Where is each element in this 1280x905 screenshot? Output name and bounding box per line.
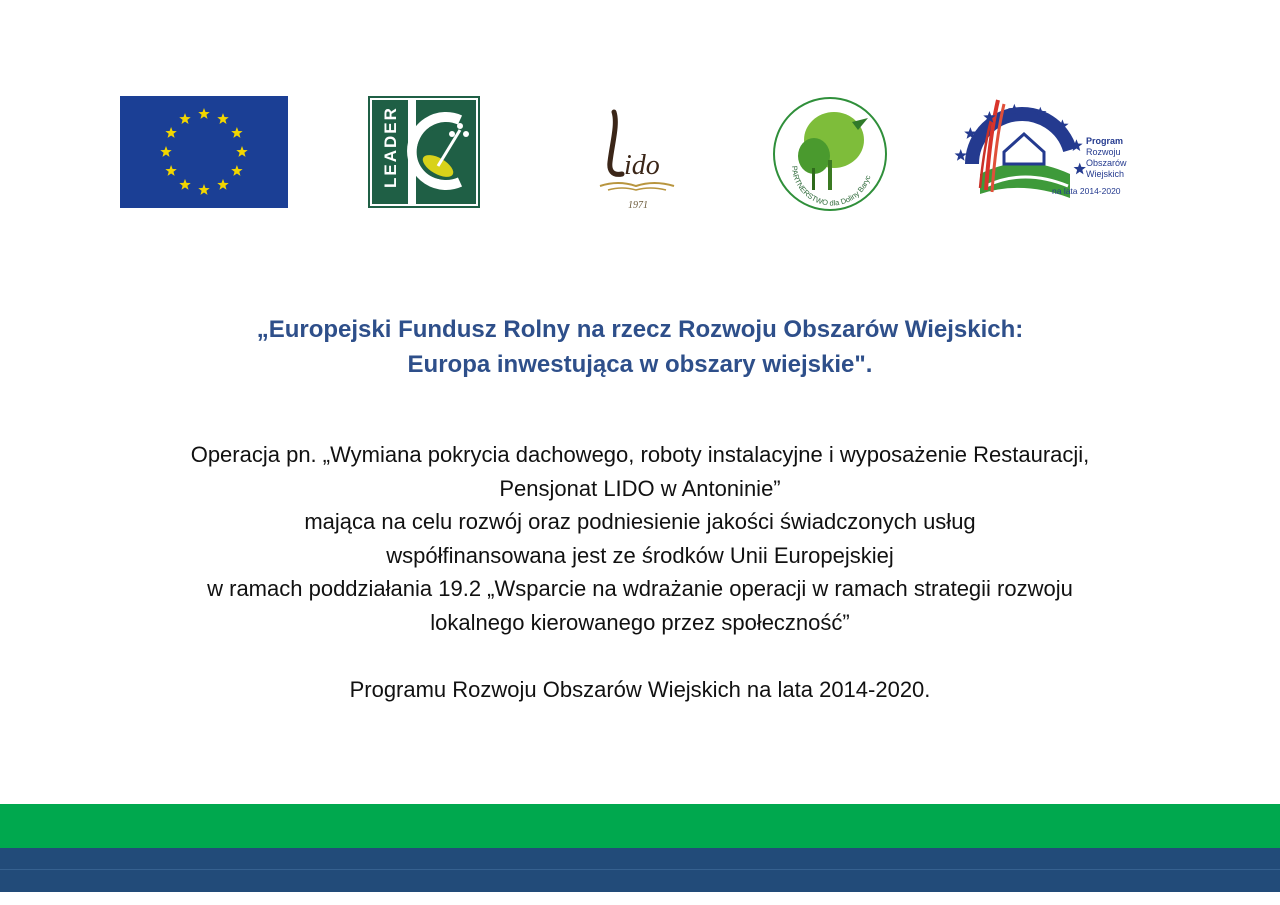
partnerstwo-logo [770, 94, 890, 218]
heading-line-2: Europa inwestująca w obszary wiejskie". [407, 351, 873, 378]
prow-period: na lata 2014-2020 [1052, 186, 1121, 196]
lido-text: ido [624, 150, 660, 181]
heading-line-1: „Europejski Fundusz Rolny na rzecz Rozwoju Obszarów Wiejskich: [256, 316, 1024, 343]
body-line-4: współfinansowana jest ze środków Unii Europejskiej [386, 542, 894, 568]
lido-logo [588, 104, 688, 214]
body-line-5: w ramach poddziałania 19.2 „Wsparcie na wdrażanie operacji w ramach strategii rozwoju [207, 576, 1073, 602]
leader-logo [368, 96, 480, 208]
prow-line-1: Program [1086, 136, 1124, 146]
prow-star-icon [1074, 163, 1086, 175]
programme-line: Programu Rozwoju Obszarów Wiejskich na lata 2014-2020. [349, 677, 931, 702]
footer-band-divider [0, 869, 1280, 870]
prow-line-2: Rozwoju [1086, 147, 1121, 157]
prow-line-4: Wiejskich [1086, 169, 1125, 179]
operation-description [0, 438, 1280, 640]
body-line-3: mająca na celu rozwój oraz podniesienie jakości świadczonych usług [304, 509, 976, 535]
body-line-1: Operacja pn. „Wymiana pokrycia dachowego, roboty instalacyjne i wyposażenie Restauracji, [190, 442, 1090, 467]
partnerstwo-text: PARTNERSTWO dla Doliny Baryc [789, 165, 873, 208]
prow-line-3: Obszarów [1086, 158, 1127, 168]
eu-flag-logo [120, 96, 288, 208]
prow-logo [952, 94, 1142, 206]
lido-year: 1971 [628, 200, 648, 211]
footer-band-blue [0, 848, 1280, 892]
logo-strip [0, 0, 1280, 240]
heading [0, 312, 1280, 382]
prow-star-icon [955, 149, 967, 161]
footer-band-green [0, 804, 1280, 848]
leader-text: LEADER [381, 106, 400, 188]
body-line-2: Pensjonat LIDO w Antoninie” [499, 475, 781, 501]
body-line-6: lokalnego kierowanego przez społeczność” [430, 609, 850, 635]
